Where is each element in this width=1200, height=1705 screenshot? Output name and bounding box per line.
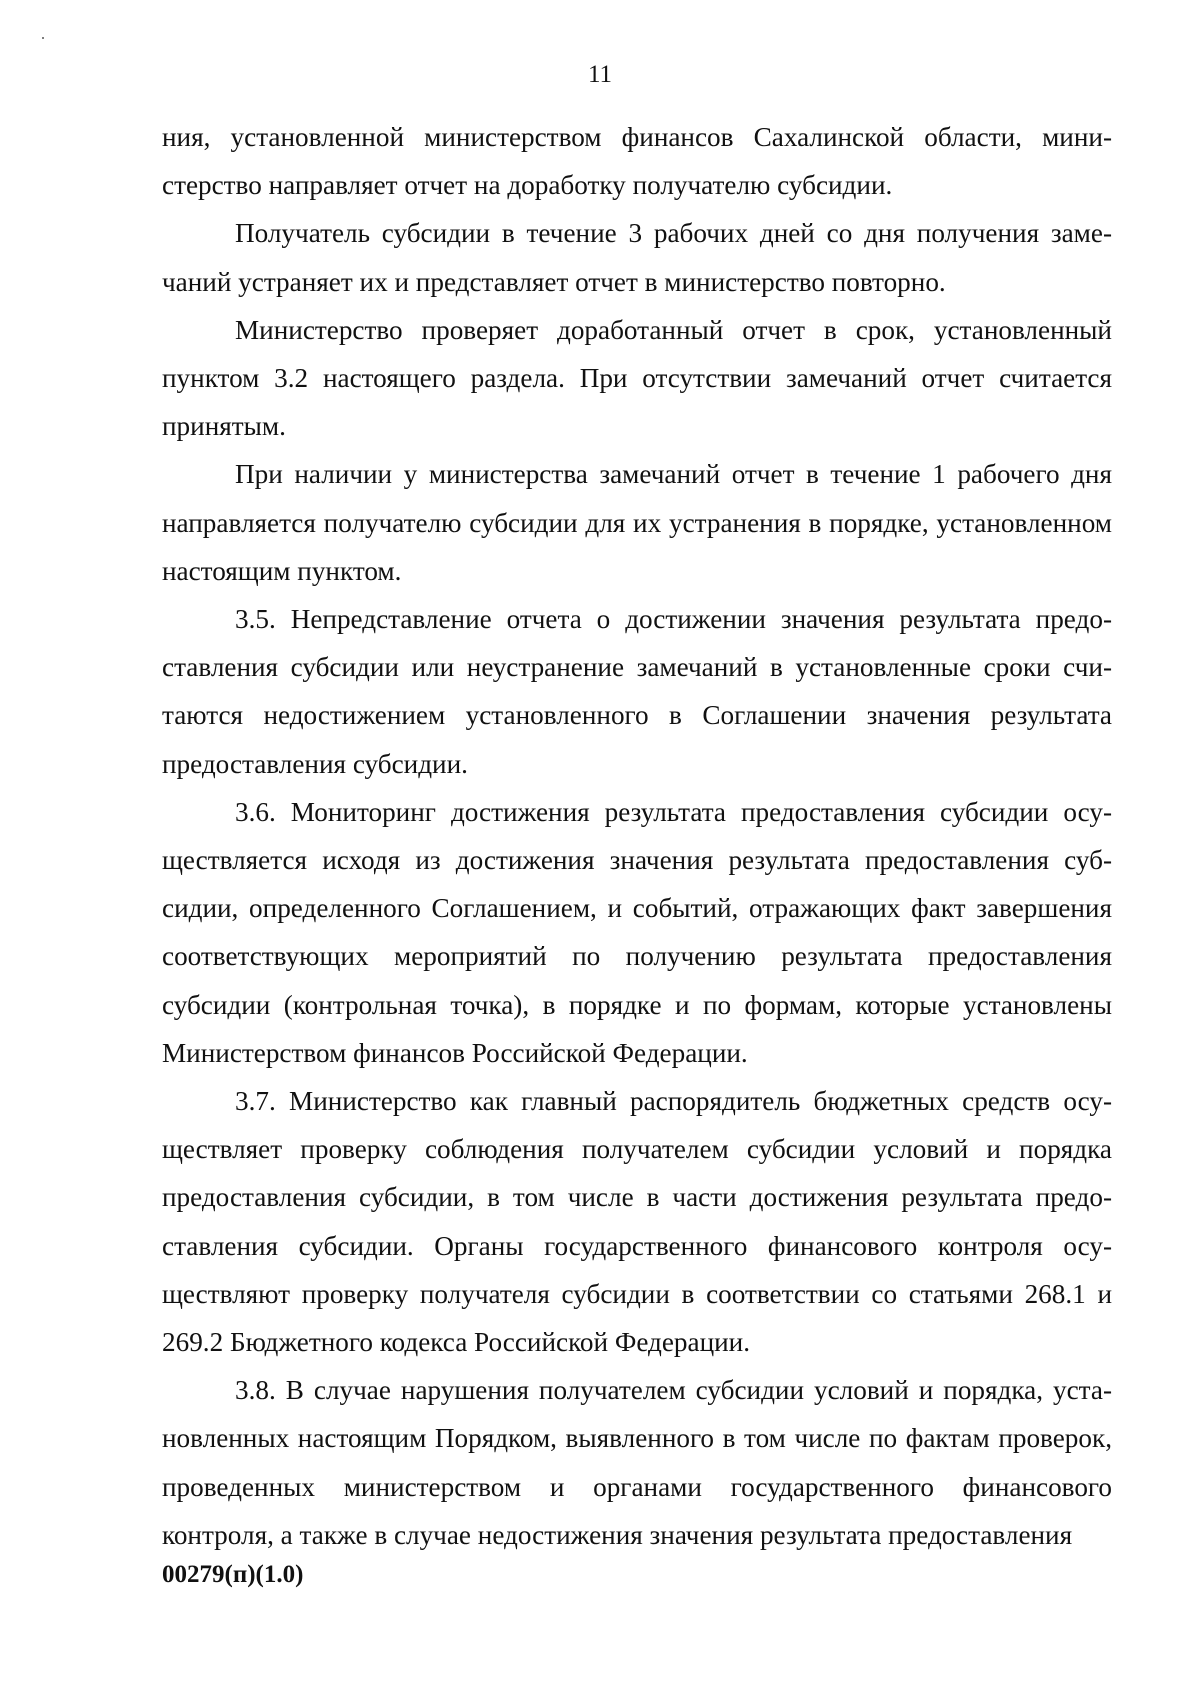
- page-number: 11: [587, 61, 613, 88]
- paragraph-continuation: ния, установленной министерством финансов Сахалинской области, министерство направляет отчет на доработку получателю субсидии.: [162, 122, 1112, 201]
- paragraph-3-5: 3.5. Непредставление отчета о достижении значения результата предоставления субсидии или неустранение замечаний в установленные сроки считаются недостижением установленного в Соглашении значения результата предоставления субсидии.: [162, 604, 1112, 779]
- paragraph-ministry-check: Министерство проверяет доработанный отчет в срок, установленный пунктом 3.2 настоящего раздела. При отсутствии замечаний отчет считается принятым.: [162, 314, 1112, 442]
- paragraph-3-7: 3.7. Министерство как главный распорядитель бюджетных средств осуществляет проверку соблюдения получателем субсидии условий и порядка предоставления субсидии, в том числе в части достижения результата предоставления субсидии. Органы государственного финансового контроля осуществляют проверку получателя субсидии в соответствии со статьями 268.1 и 269.2 Бюджетного кодекса Российской Федерации.: [162, 1086, 1112, 1358]
- document-body: [162, 113, 1112, 1559]
- document-code: 00279(п)(1.0): [162, 1561, 304, 1588]
- paragraph-recipient-corrections: Получатель субсидии в течение 3 рабочих дней со дня получения замечаний устраняет их и представляет отчет в министерство повторно.: [162, 218, 1112, 297]
- paragraph-3-8: 3.8. В случае нарушения получателем субсидии условий и порядка, установленных настоящим Порядком, выявленного в том числе по фактам проверок, проведенных министерством и органами государственного финансового контроля, а также в случае недостижения значения результата предоставления: [162, 1375, 1112, 1550]
- paragraph-remarks: При наличии у министерства замечаний отчет в течение 1 рабочего дня направляется получателю субсидии для их устранения в порядке, установленном настоящим пунктом.: [162, 459, 1112, 586]
- paragraph-3-6: 3.6. Мониторинг достижения результата предоставления субсидии осуществляется исходя из достижения значения результата предоставления субсидии, определенного Соглашением, и событий, отражающих факт завершения соответствующих мероприятий по получению результата предоставления субсидии (контрольная точка), в порядке и по формам, которые установлены Министерством финансов Российской Федерации.: [162, 796, 1112, 1068]
- scan-speck: [42, 37, 44, 39]
